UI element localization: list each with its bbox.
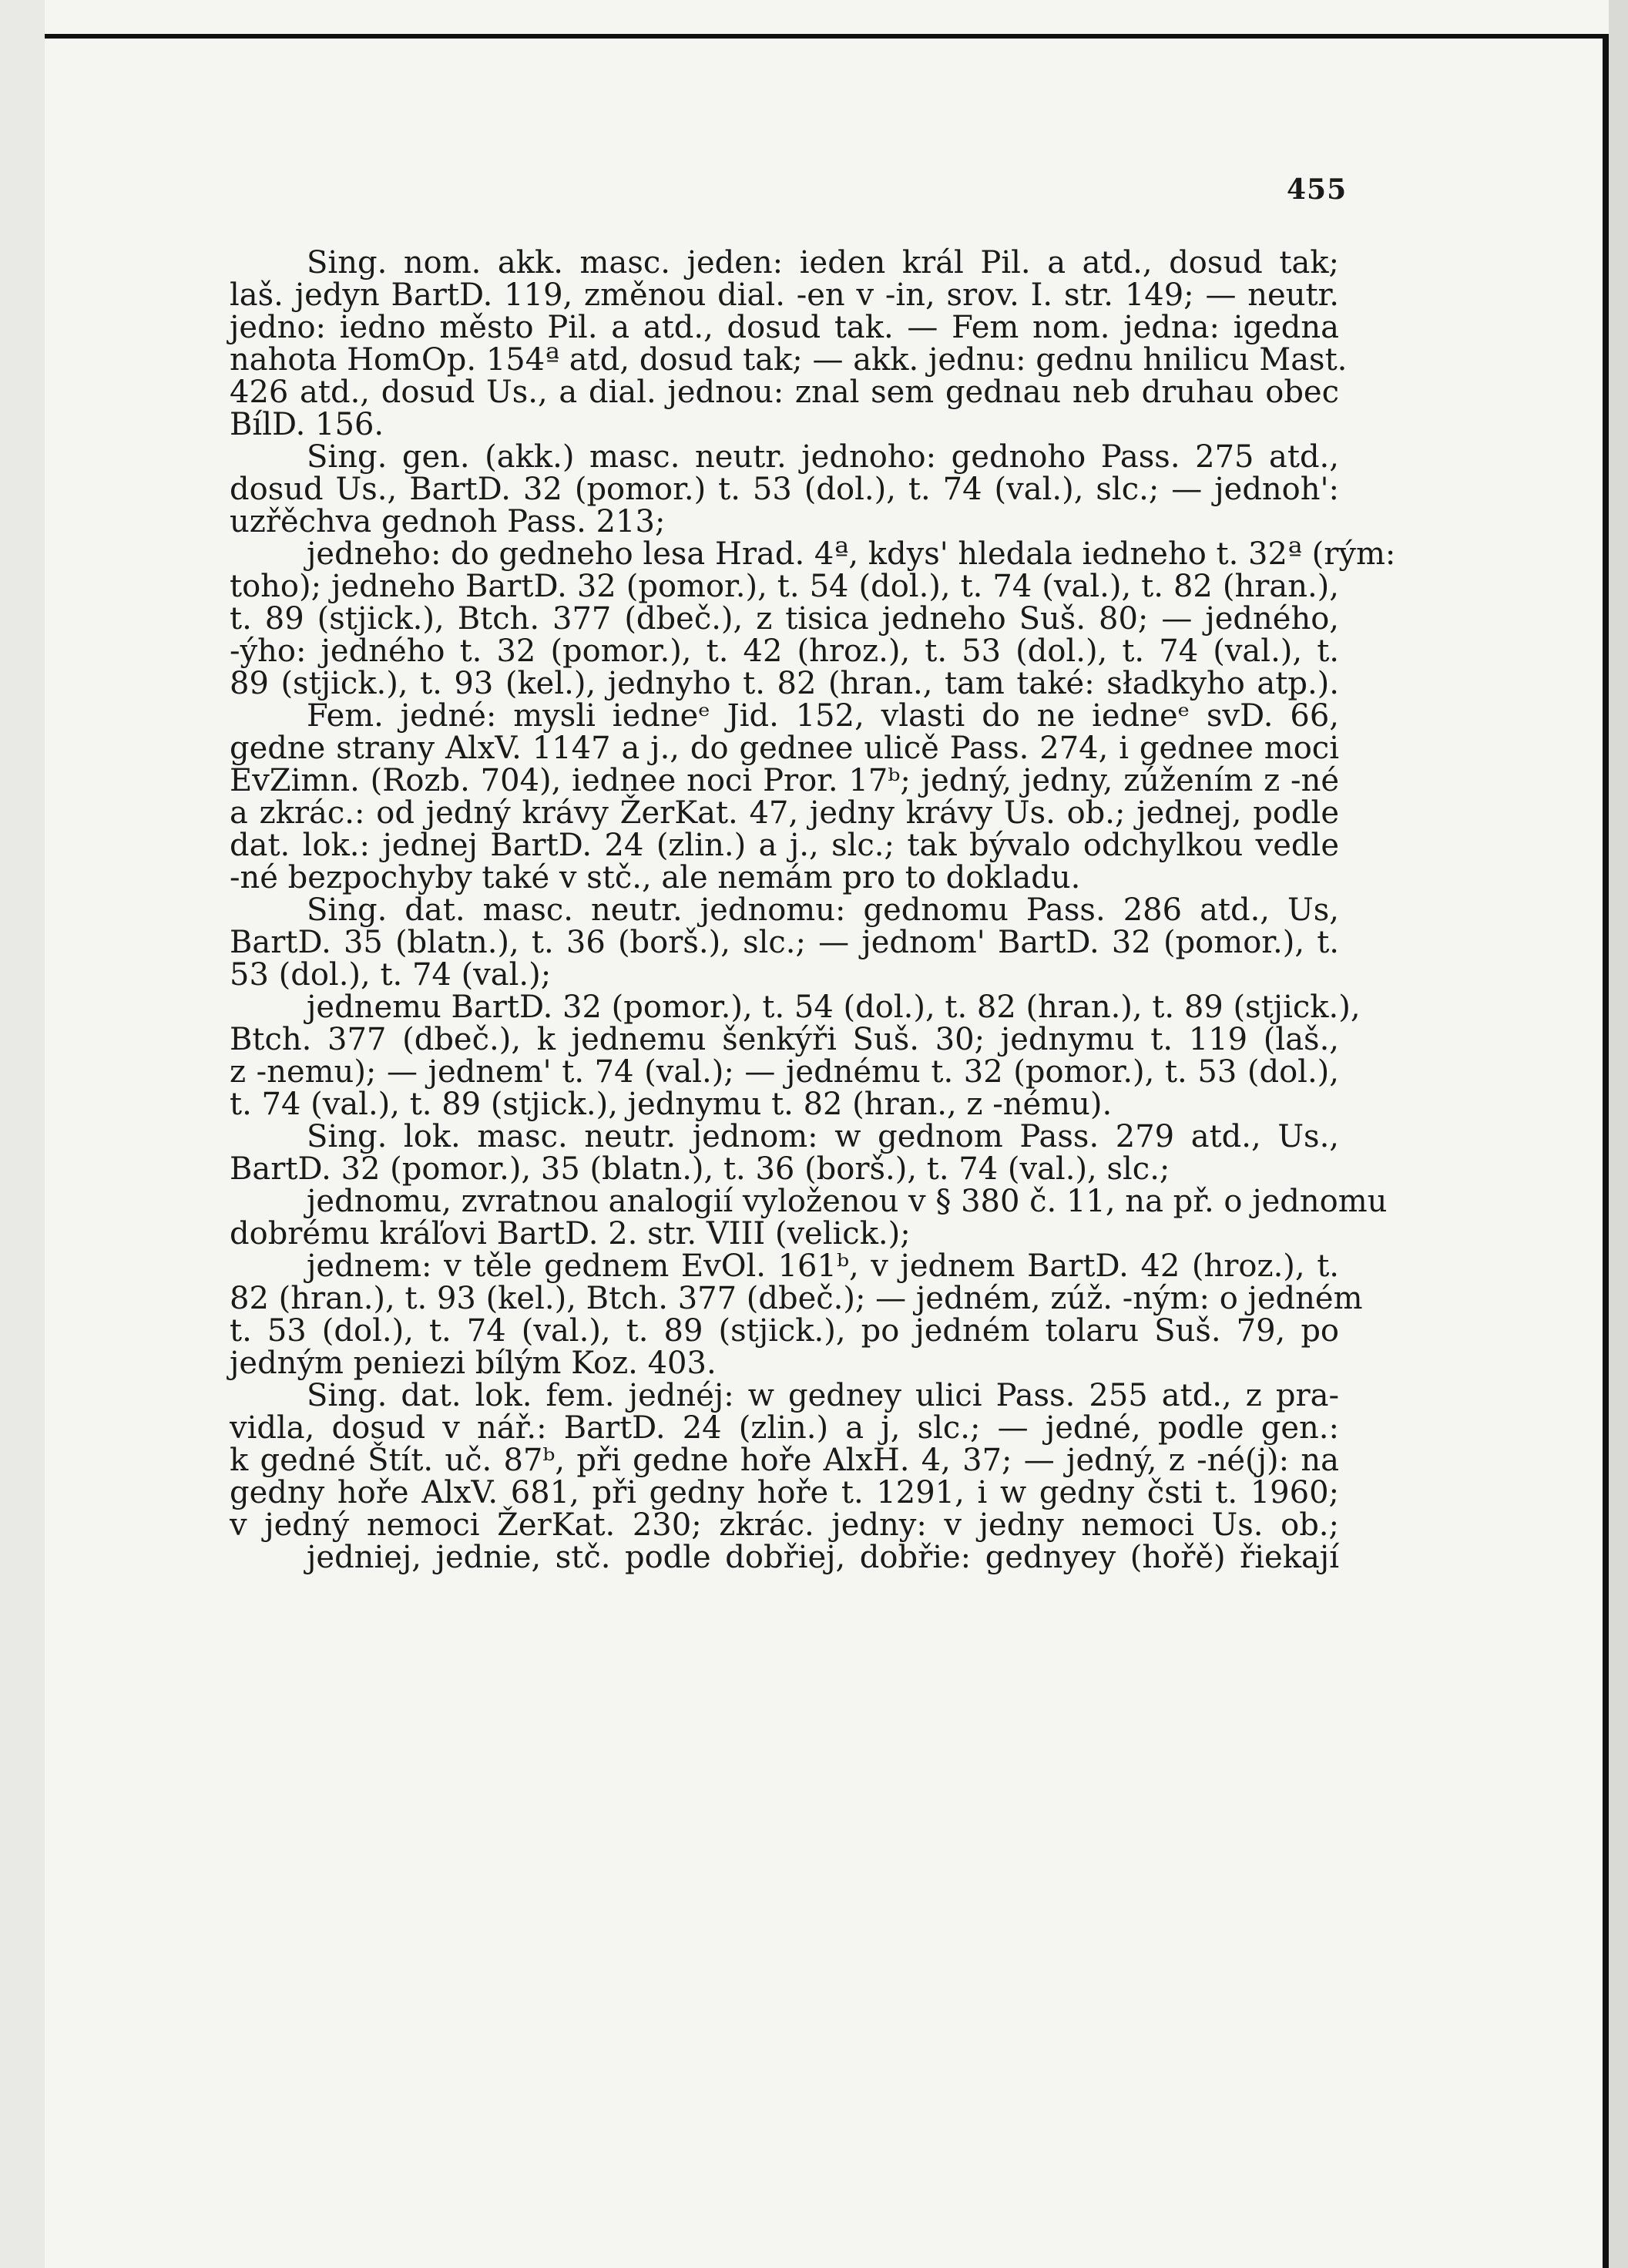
- text-line: -ýho: jedného t. 32 (pomor.), t. 42 (hroz.), t. 53 (dol.), t. 74 (val.), t.: [230, 633, 1339, 669]
- text-line: Sing. lok. masc. neutr. jednom: w gednom Pass. 279 atd., Us.,: [307, 1119, 1339, 1154]
- text-line: -né bezpochyby také v stč., ale nemám pro to dokladu.: [230, 860, 1081, 895]
- text-line: gedny hoře AlxV. 681, při gedny hoře t. 1291, i w gedny čsti t. 1960;: [230, 1475, 1339, 1510]
- text-line: jedno: iedno město Pil. a atd., dosud tak. — Fem nom. jedna: igedna: [230, 310, 1339, 345]
- book-spine: [0, 0, 47, 2268]
- text-line: k gedné Štít. uč. 87ᵇ, při gedne hoře AlxH. 4, 37; — jedný, z -né(j): na: [230, 1443, 1339, 1478]
- text-line: dosud Us., BartD. 32 (pomor.) t. 53 (dol.), t. 74 (val.), slc.; — jednoh':: [230, 472, 1339, 507]
- text-line: vidla, dosud v nář.: BartD. 24 (zlin.) a j, slc.; — jedné, podle gen.:: [230, 1410, 1339, 1446]
- text-line: Sing. dat. lok. fem. jednéj: w gedney ulici Pass. 255 atd., z pra-: [307, 1378, 1339, 1413]
- text-line: dobrému kráľovi BartD. 2. str. VIII (velick.);: [230, 1216, 911, 1252]
- text-line: BartD. 32 (pomor.), 35 (blatn.), t. 36 (borš.), t. 74 (val.), slc.;: [230, 1151, 1170, 1187]
- page-right-edge: [1603, 34, 1609, 2268]
- text-line: toho); jedneho BartD. 32 (pomor.), t. 54 (dol.), t. 74 (val.), t. 82 (hran.),: [230, 569, 1339, 604]
- text-line: dat. lok.: jednej BartD. 24 (zlin.) a j., slc.; tak bývalo odchylkou vedle: [230, 828, 1339, 863]
- text-line: 89 (stjick.), t. 93 (kel.), jednyho t. 82 (hran., tam také: sładkyho atp.).: [230, 666, 1339, 701]
- text-line: 426 atd., dosud Us., a dial. jednou: znal sem gednau neb druhau obec: [230, 375, 1339, 410]
- text-line: jednem: v těle gednem EvOl. 161ᵇ, v jednem BartD. 42 (hroz.), t.: [307, 1248, 1339, 1284]
- text-line: gedne strany AlxV. 1147 a j., do gednee ulicě Pass. 274, i gednee moci: [230, 731, 1339, 766]
- text-line: EvZimn. (Rozb. 704), iednee noci Pror. 17ᵇ; jedný, jedny, zúžením z -né: [230, 763, 1339, 798]
- text-line: laš. jedyn BartD. 119, změnou dial. -en v -in, srov. I. str. 149; — neutr.: [230, 277, 1339, 313]
- text-line: 82 (hran.), t. 93 (kel.), Btch. 377 (dbeč.); — jedném, zúž. -ným: o jedném: [230, 1281, 1363, 1316]
- text-line: jedným peniezi bílým Koz. 403.: [230, 1346, 717, 1381]
- text-line: Sing. gen. (akk.) masc. neutr. jednoho: gednoho Pass. 275 atd.,: [307, 439, 1339, 475]
- text-line: jedniej, jednie, stč. podle dobřiej, dobřie: gednyey (hořě) řiekají: [307, 1540, 1339, 1575]
- text-line: 53 (dol.), t. 74 (val.);: [230, 957, 552, 993]
- text-line: z -nemu); — jednem' t. 74 (val.); — jednému t. 32 (pomor.), t. 53 (dol.),: [230, 1054, 1339, 1090]
- page-top-edge: [45, 34, 1609, 39]
- text-line: Sing. dat. masc. neutr. jednomu: gednomu Pass. 286 atd., Us,: [307, 892, 1339, 928]
- text-line: v jedný nemoci ŽerKat. 230; zkrác. jedny: v jedny nemoci Us. ob.;: [230, 1507, 1339, 1543]
- text-line: t. 89 (stjick.), Btch. 377 (dbeč.), z tisica jedneho Suš. 80; — jedného,: [230, 601, 1339, 637]
- text-line: t. 53 (dol.), t. 74 (val.), t. 89 (stjick.), po jedném tolaru Suš. 79, po: [230, 1313, 1339, 1349]
- text-line: Fem. jedné: mysli iedneᵉ Jid. 152, vlasti do ne iedneᵉ svD. 66,: [307, 698, 1339, 734]
- text-line: uzřěchva gednoh Pass. 213;: [230, 504, 666, 539]
- text-line: Sing. nom. akk. masc. jeden: ieden král Pil. a atd., dosud tak;: [307, 245, 1339, 281]
- page-number: 455: [1287, 173, 1348, 206]
- text-line: BartD. 35 (blatn.), t. 36 (borš.), slc.; — jednom' BartD. 32 (pomor.), t.: [230, 925, 1339, 960]
- text-line: jednomu, zvratnou analogií vyloženou v § 380 č. 11, na př. o jednomu: [307, 1184, 1388, 1219]
- text-line: jednemu BartD. 32 (pomor.), t. 54 (dol.), t. 82 (hran.), t. 89 (stjick.),: [307, 990, 1361, 1025]
- text-line: jedneho: do gedneho lesa Hrad. 4ª, kdys' hledala iedneho t. 32ª (rým:: [307, 536, 1396, 572]
- text-line: Btch. 377 (dbeč.), k jednemu šenkýři Suš. 30; jednymu t. 119 (laš.,: [230, 1022, 1339, 1057]
- text-line: a zkrác.: od jedný krávy ŽerKat. 47, jedny krávy Us. ob.; jednej, podle: [230, 795, 1339, 831]
- text-line: BílD. 156.: [230, 407, 384, 442]
- text-line: t. 74 (val.), t. 89 (stjick.), jednymu t. 82 (hran., z -nému).: [230, 1087, 1113, 1122]
- body-text: [230, 245, 1396, 1575]
- text-line: nahota HomOp. 154ª atd, dosud tak; — akk. jednu: gednu hnilicu Mast.: [230, 342, 1348, 378]
